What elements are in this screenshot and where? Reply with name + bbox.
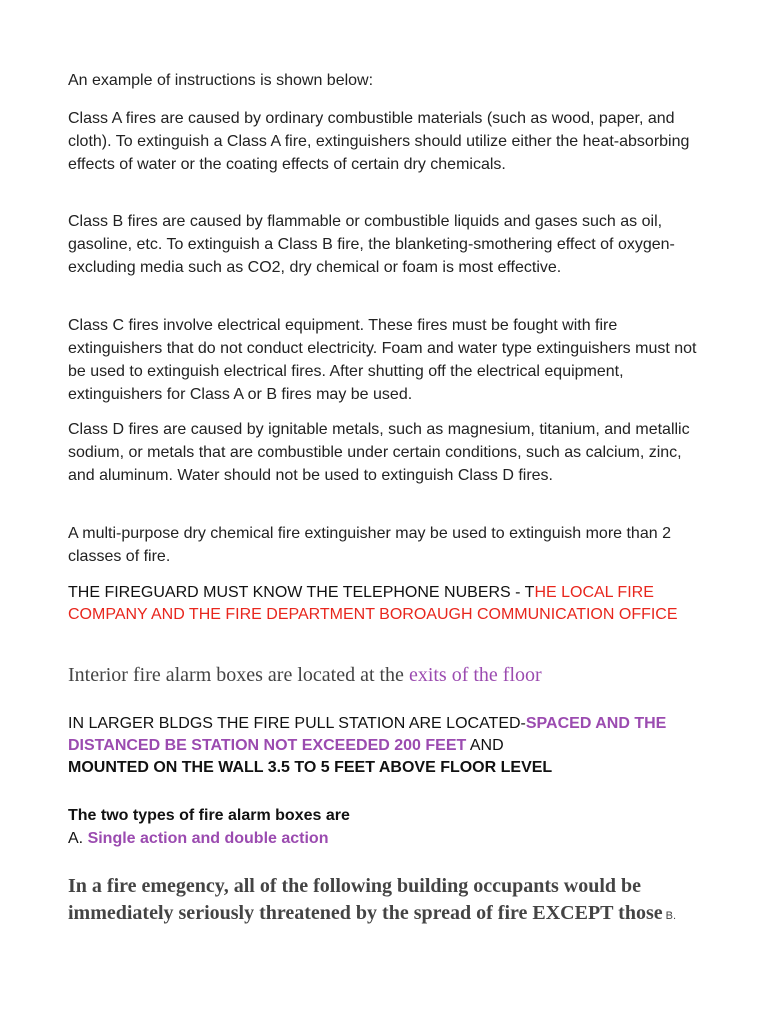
alarm-boxes-lead: Interior fire alarm boxes are located at the xyxy=(68,664,409,686)
class-d-paragraph: Class D fires are caused by ignitable metals, such as magnesium, titanium, and metallic sodium, or metals that are combustible under certain conditions, such as calcium, zinc, and aluminum. Water should not be used to extinguish Class D fires. xyxy=(68,421,690,484)
emergency-question: In a fire emegency, all of the following building occupants would be immediately seriously threatened by the spread of fire EXCEPT those xyxy=(68,875,663,924)
box-types-answer: Single action and double action xyxy=(87,830,329,847)
alarm-boxes-paragraph xyxy=(68,662,708,689)
box-types-paragraph xyxy=(68,804,708,850)
pull-station-paragraph xyxy=(68,713,708,779)
pull-station-mounted: MOUNTED ON THE WALL 3.5 TO 5 FEET ABOVE FLOOR LEVEL xyxy=(68,759,553,776)
telephone-lead: THE FIREGUARD MUST KNOW THE TELEPHONE NUBERS - T xyxy=(68,584,535,601)
alarm-boxes-highlight: exits of the floor xyxy=(408,664,542,686)
box-types-prefix: A. xyxy=(68,830,88,847)
class-c-paragraph: Class C fires involve electrical equipment. These fires must be fought with fire extinguishers that do not conduct electricity. Foam and water type extinguishers must not be used to extinguish electrical fires. After shutting off the electrical equipment, extinguishers for Class A or B fires may be used. xyxy=(68,317,697,403)
class-b-paragraph: Class B fires are caused by flammable or combustible liquids and gases such as oil, gasoline, etc. To extinguish a Class B fire, the blanketing-smothering effect of oxygen- excluding media such as CO2, dry chemical or foam is most effective. xyxy=(68,213,675,276)
box-types-question: The two types of fire alarm boxes are xyxy=(68,807,350,824)
telephone-paragraph xyxy=(68,582,708,626)
intro-text: An example of instructions is shown below: xyxy=(68,72,374,89)
multi-purpose-paragraph: A multi-purpose dry chemical fire extinguisher may be used to extinguish more than 2 classes of fire. xyxy=(68,525,671,565)
pull-station-lead: IN LARGER BLDGS THE FIRE PULL STATION ARE LOCATED- xyxy=(68,715,526,732)
emergency-suffix: B. xyxy=(662,910,677,922)
emergency-paragraph xyxy=(68,873,708,930)
pull-station-and: AND xyxy=(466,737,504,754)
class-a-paragraph: Class A fires are caused by ordinary combustible materials (such as wood, paper, and cloth). To extinguish a Class A fire, extinguishers should utilize either the heat-absorbing effects of water or the coating effects of certain dry chemicals. xyxy=(68,110,690,173)
telephone-highlight: HE LOCAL FIRE COMPANY AND THE FIRE DEPARTMENT BOROAUGH COMMUNICATION OFFICE xyxy=(68,584,678,623)
pull-station-highlight: SPACED AND THE DISTANCED BE STATION NOT EXCEEDED 200 FEET xyxy=(68,715,667,754)
